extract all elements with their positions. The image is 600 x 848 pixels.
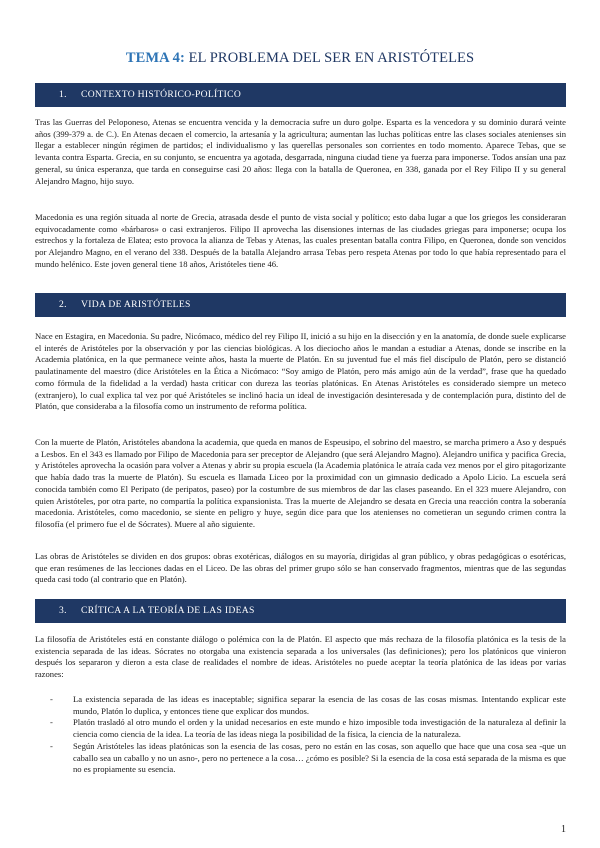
section-number: 2. xyxy=(59,299,67,310)
paragraph: Tras las Guerras del Peloponeso, Atenas se encuentra vencida y la democracia sufre un duro golpe. Esparta es la vencedora y su dominio durará veinte años (399-379 a. de C.). En Atenas decaen el comercio, la artesanía y la agricultura; aumentan las luchas políticas entre las clases sociales atenienses sin llegar a establecer ningún régimen de partidos; el individualismo y las querellas personales son corrientes en todo momento. Aparece Tebas, que se levanta contra Esparta. Grecia, en su conjunto, se encuentra ya agotada, desgarrada, ninguna ciudad tiene ya fuerza para imponerse. Todos ansían una paz general, su única esperanza, que tarda en conseguirse casi 20 años: llega con la batalla de Queronea, en 338, ganada por el Rey Filipo II y su general Alejandro Magno, hijo suyo. xyxy=(35,117,566,186)
title-number: TEMA 4: xyxy=(125,50,185,66)
page-title xyxy=(0,50,600,67)
page-number: 1 xyxy=(561,824,566,835)
section-number: 1. xyxy=(59,89,67,100)
section-heading-2 xyxy=(35,293,566,317)
dash-bullet-icon: - xyxy=(50,740,53,751)
list-item-text: La existencia separada de las ideas es inaceptable; significa separar la esencia de las cosas de las cosas mismas. Intentando explicar este mundo, Platón lo duplica, y entonces tiene que explicar dos mundos. xyxy=(73,694,566,716)
list-item-text: Platón trasladó al otro mundo el orden y la unidad necesarios en este mundo e hizo imposible toda investigación de la naturaleza al definir la ciencia como ciencia de la idea. La teoría de las ideas niega la posibilidad de la física, la ciencia de la naturaleza. xyxy=(73,717,566,740)
section-title: VIDA DE ARISTÓTELES xyxy=(81,299,191,310)
section-title: CRÍTICA A LA TEORÍA DE LAS IDEAS xyxy=(81,605,255,616)
section-title: CONTEXTO HISTÓRICO-POLÍTICO xyxy=(81,89,242,100)
list-item xyxy=(35,741,566,776)
list-item xyxy=(35,717,566,740)
list-item-text: Según Aristóteles las ideas platónicas son la esencia de las cosas, pero no están en las cosas, son aquello que hace que una cosa sea -que un caballo sea un caballo y no un asno-, pero no pertenece a la cosa… ¿cómo es posible? Si la esencia de la cosa está separada de la misma es que no es propiamente su esencia. xyxy=(73,740,566,775)
dash-bullet-icon: - xyxy=(50,694,53,704)
paragraph: Con la muerte de Platón, Aristóteles abandona la academia, que queda en manos de Espeusipo, el sobrino del maestro, se marcha primero a Aso y después a Lesbos. En el 343 es llamado por Filipo de Macedonia para ser preceptor de Alejandro (que será Alejandro Magno). Alejandro unifica y pacifica Grecia, y Aristóteles aprovecha la ocasión para volver a Atenas y abrir su propia escuela (la Academia platónica le atraía cada vez menos por el giro pitagorizante que había dado tras la muerte de Platón). Su escuela es llamada Liceo por la proximidad con un gimnasio dedicado a Apolo Licio. La escuela será conocida también como El Peripato (de peripatos, paseo) por la costumbre de sus miembros de dar las clases paseando. En el 323 muere Alejandro, con quien Aristóteles, por otra parte, no compartía la política expansionista. Tras la muerte de Alejandro se desata en Grecia una reacción contra la soberanía macedonia. Aristóteles, como macedonio, se siente en peligro y huye, según dice para que los atenienses no cometieran un segundo crimen contra la filosofía (el primero fue el de Sócrates). Muere al año siguiente. xyxy=(35,437,566,529)
bullet-list xyxy=(35,694,566,776)
dash-bullet-icon: - xyxy=(50,717,53,728)
title-text: EL PROBLEMA DEL SER EN ARISTÓTELES xyxy=(188,50,475,66)
paragraph: Macedonia es una región situada al norte de Grecia, atrasada desde el punto de vista social y político; esto daba lugar a que los griegos les consideraran equivocadamente como «bárbaros» o casi extranjeros. Filipo II aprovecha las disensiones internas de las ciudades griegas para imponerse; ocupa los estrechos y la fortaleza de Elatea; esto provoca la alianza de Tebas y Atenas, las cuales presentan batalla contra Filipo, en Queronea, donde son vencidos por Alejandro Magno, en el verano del 338. Después de la batalla Alejandro arrasa Tebas pero respeta Atenas por todo lo que había representado para el mundo helénico. Este joven general tiene 18 años, Aristóteles tiene 46. xyxy=(35,212,566,269)
section-heading-1 xyxy=(35,83,566,107)
paragraph: Nace en Estagira, en Macedonia. Su padre, Nicómaco, médico del rey Filipo II, inició a su hijo en la disección y en la anatomía, de donde suele explicarse el interés de Aristóteles por la observación y por las ciencias biológicas. A los dieciocho años le mandan a estudiar a Atenas, donde se inscribe en la Academia platónica, en la que permanece veinte años, hasta la muerte de Platón. En su juventud fue el más fiel discípulo de Platón, pero se distanció paulatinamente del maestro (dice Aristóteles en la Ética a Nicómaco: “Soy amigo de Platón, pero más amigo aún de la verdad”, frase que ha quedado como fórmula de la fidelidad a la verdad) hasta criticar con dureza las teorías platónicas. En Atenas Aristóteles es considerado siempre un meteco (extranjero), lo cual explica tal vez por qué Aristóteles se inclinó hacia un ideal de investigación desinteresada y de contemplación pura, distinto del de Platón, que consideraba a la filosofía como un instrumento de reforma política. xyxy=(35,331,566,412)
paragraph: La filosofía de Aristóteles está en constante diálogo o polémica con la de Platón. El aspecto que más rechaza de la filosofía platónica es la tesis de la existencia separada de las ideas. Sócrates no otorgaba una existencia separada a los universales (las definiciones); pero los platónicos que vinieron después los separaron y dieron a esta clase de realidades el nombre de ideas. Aristóteles no puede aceptar la teoría platónica de las ideas por varias razones: xyxy=(35,634,566,680)
section-heading-3 xyxy=(35,599,566,623)
list-item xyxy=(35,694,566,717)
section-number: 3. xyxy=(59,605,67,616)
paragraph: Las obras de Aristóteles se dividen en dos grupos: obras exotéricas, diálogos en su mayoría, dirigidas al gran público, y obras pedagógicas o esotéricas, que eran resúmenes de las lecciones dadas en el Liceo. De las obras del primer grupo sólo se han conservado fragmentos, mientras que de las segundas queda casi todo (al contrario que en Platón). xyxy=(35,551,566,585)
